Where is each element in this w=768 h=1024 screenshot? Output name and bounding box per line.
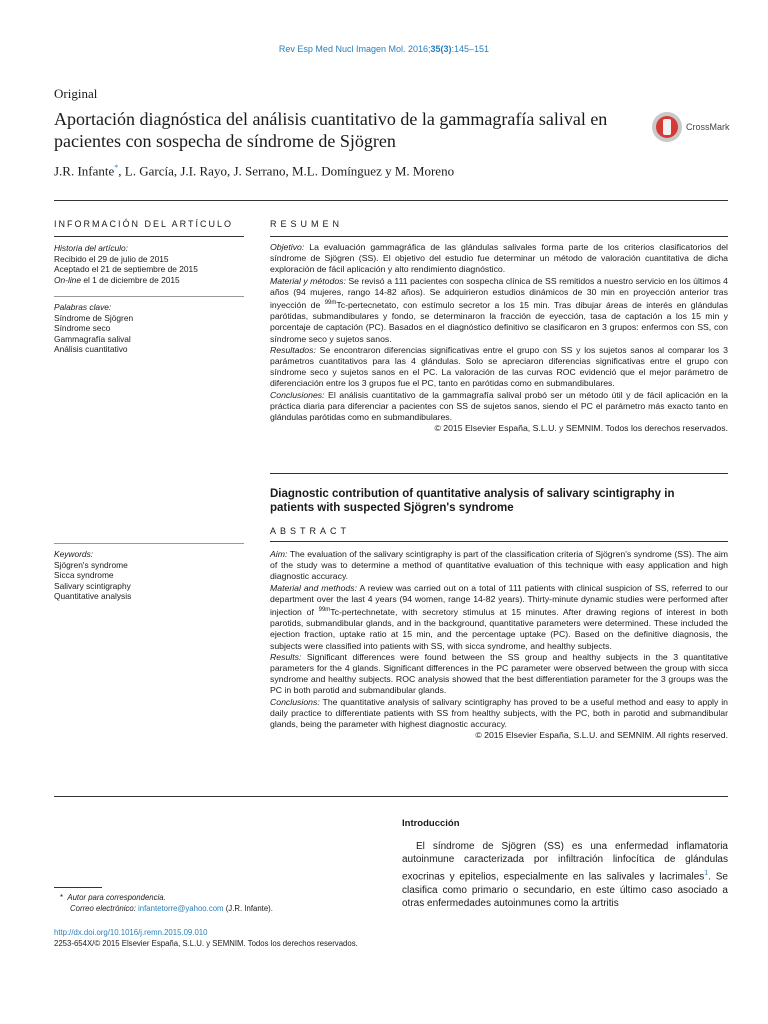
email-link[interactable]: infantetorre@yahoo.com xyxy=(138,904,224,913)
article-info-divider xyxy=(54,236,244,237)
material-text-b: Tc-pertecnetato, con estímulo secretor a los 15 min. Tras dibujar áreas de interés en glándulas parótidas, submandibulares y fondo, se determinaron la fracción de eyección, tasa de captación a los 15 min y porcentaje de captación (PC). Basados en el diagnóstico definitivo se clasificaron en 3 grupos: enfermos con SS, con síndrome seco y sujetos sanos. xyxy=(270,299,728,344)
email-suffix: (J.R. Infante). xyxy=(223,904,273,913)
footnote-email-line xyxy=(60,903,390,914)
conclusiones-label: Conclusiones: xyxy=(270,389,325,400)
journal-pages: :145–151 xyxy=(451,44,490,54)
resumen-conclusiones xyxy=(270,390,728,424)
keywords-es xyxy=(54,302,244,355)
other-authors: , L. García, J.I. Rayo, J. Serrano, M.L. Domínguez y M. Moreno xyxy=(118,163,455,179)
corresponding-author-marker[interactable]: * xyxy=(114,163,119,172)
isotope-superscript: 99m xyxy=(318,607,331,614)
keywords-en-label: Keywords: xyxy=(54,549,94,559)
article-title: Aportación diagnóstica del análisis cuantitativo de la gammagrafía salival en pacientes con sospecha de síndrome de Sjögren xyxy=(54,109,608,151)
online-label: On-line xyxy=(54,274,81,285)
abstract-body xyxy=(270,549,728,741)
history-online xyxy=(54,275,244,286)
english-divider xyxy=(270,473,728,474)
keyword-en: Sjögren's syndrome xyxy=(54,559,128,570)
online-date: el 1 de diciembre de 2015 xyxy=(81,274,180,285)
journal-prefix: Rev Esp Med Nucl Imagen Mol. 2016; xyxy=(278,44,431,54)
footnote-marker: * xyxy=(60,893,64,902)
keyword-en: Quantitative analysis xyxy=(54,591,132,602)
resumen-material xyxy=(270,276,728,345)
keywords-divider xyxy=(54,543,244,544)
keyword-es: Análisis cuantitativo xyxy=(54,344,128,355)
crossmark-icon xyxy=(652,112,682,142)
footnote-divider xyxy=(54,887,102,888)
abstract-results xyxy=(270,652,728,697)
footnote-line xyxy=(60,892,390,903)
resumen-resultados xyxy=(270,345,728,390)
keyword-en: Sicca syndrome xyxy=(54,570,114,581)
reference-link[interactable]: 1 xyxy=(704,869,709,877)
intro-text-a: El síndrome de Sjögren (SS) es una enfermedad inflamatoria autoinmune caracterizada por infiltración linfocítica de glándulas exocrinas y epitelios, especialmente en las salivales y lacrimales xyxy=(402,841,728,883)
abstract-aim xyxy=(270,549,728,583)
abstract-heading: ABSTRACT xyxy=(270,526,351,536)
methods-text-b: Tc-pertechnetate, with secretory stimulus at 15 minutes. After drawing regions of interest in both parotids, submandibular glands, and in the background, quantitative parameters were determined. These included the ejection fraction, uptake ratio at 15 min, and the percentage uptake (PC). Based on the definitive diagnosis, the subjects were classified into patients with SS, with sicca syndrome, and healthy subjects. xyxy=(270,606,728,651)
abstract-copyright: © 2015 Elsevier España, S.L.U. and SEMNIM. All rights reserved. xyxy=(475,730,728,741)
methods-text-a: A review was carried out on a total of 111 patients with clinical suspicion of SS, referred to our department over the last 4 years (94 women, range 14-82 years). Thirty-minute dynamic studies were performed after injection of xyxy=(270,582,728,617)
results-label: Results: xyxy=(270,651,302,662)
footnote-label: Autor para correspondencia. xyxy=(67,893,166,902)
objetivo-text: La evaluación gammagráfica de las glándulas salivales forma parte de los criterios clasificatorios del síndrome de Sjögren (SS). El objetivo del estudio fue determinar un método de valoración cuantitativa de dicha exploración de fácil aplicación y alto rendimiento diagnóstico. xyxy=(270,242,728,275)
resumen-objetivo xyxy=(270,242,728,276)
email-label: Correo electrónico: xyxy=(70,904,136,913)
resumen-body xyxy=(270,242,728,434)
article-info-heading: INFORMACIÓN DEL ARTÍCULO xyxy=(54,219,234,229)
journal-citation[interactable] xyxy=(0,44,768,54)
aim-label: Aim: xyxy=(270,549,288,559)
resultados-text: Se encontraron diferencias significativas entre el grupo con SS y los sujetos sanos al comparar los 3 parámetros cuantitativos para las 4 glándulas. Solo se apreciaron diferencias significativas entre el grupo con síndrome seco y sujetos sanos en el PC. La valoración de las curvas ROC evidenció que el mejor parámetro de diferenciación entre los 3 grupos fue el PC, tanto en parótidas como en submandibulares. xyxy=(270,344,728,389)
keyword-es: Síndrome de Sjögren xyxy=(54,312,134,323)
history-label: Historia del artículo: xyxy=(54,243,129,253)
intro-heading: Introducción xyxy=(402,818,460,829)
history-received: Recibido el 29 de julio de 2015 xyxy=(54,253,169,264)
conclusions-label: Conclusions: xyxy=(270,696,320,707)
section-type: Original xyxy=(54,86,98,101)
material-label: Material y métodos: xyxy=(270,275,346,286)
footnote xyxy=(60,892,390,914)
crossmark-badge[interactable] xyxy=(652,110,734,144)
abstract-methods xyxy=(270,583,728,652)
methods-label: Material and methods: xyxy=(270,582,358,593)
crossmark-label: CrossMark xyxy=(686,122,730,132)
resultados-label: Resultados: xyxy=(270,344,316,355)
material-text-a: Se revisó a 111 pacientes con sospecha clínica de SS remitidos a nuestro servicio en los últimos 4 años (94 mujeres, rango 14-82 años). Se adquirieron estudios dinámicos de 30 min en proyección anterior tras inyección de xyxy=(270,275,728,310)
corresponding-author: J.R. Infante xyxy=(54,163,115,179)
journal-volume: 35(3) xyxy=(430,44,452,54)
results-text: Significant differences were found between the SS group and healthy subjects in the 3 quantitative parameters for the 4 glands. Significant differences in the PC parameter were observed between the group with sicca syndrome and healthy subjects. ROC analysis showed that the best differentiation parameter for the 3 groups was the PC in both parotid and submandibular glands. xyxy=(270,651,728,696)
keyword-es: Gammagrafía salival xyxy=(54,333,131,344)
body-divider xyxy=(54,796,728,797)
aim-text: The evaluation of the salivary scintigraphy is part of the classification criteria of Sjögren's syndrome (SS). The aim of the study was to determine a method of quantitative evaluation of this technique with easy application and high diagnostic accuracy. xyxy=(270,549,728,582)
issn-copyright: 2253-654X/© 2015 Elsevier España, S.L.U. y SEMNIM. Todos los derechos reservados. xyxy=(54,939,358,948)
intro-text-b: . Se clasifica como primario o secundario, en este último caso asociado a otras enfermedades autoinmunes como la artritis xyxy=(402,871,728,909)
history-divider xyxy=(54,296,244,297)
intro-paragraph xyxy=(402,840,728,910)
objetivo-label: Objetivo: xyxy=(270,242,305,252)
resumen-heading: RESUMEN xyxy=(270,219,344,229)
keywords-es-label: Palabras clave: xyxy=(54,302,112,312)
header-divider xyxy=(54,200,728,201)
abstract-divider xyxy=(270,541,728,542)
keywords-en xyxy=(54,549,244,602)
history-accepted: Aceptado el 21 de septiembre de 2015 xyxy=(54,264,198,275)
conclusions-text: The quantitative analysis of salivary scintigraphy has proved to be a useful method and easy to apply in daily practice to differentiate patients with SS from healthy subjects, with the PC, both in parotid and submandibular glands, being the parameter with highest diagnostic accuracy. xyxy=(270,696,728,729)
doi-link[interactable]: http://dx.doi.org/10.1016/j.remn.2015.09.010 xyxy=(54,928,208,937)
english-title: Diagnostic contribution of quantitative analysis of salivary scintigraphy in patients with suspected Sjögren's syndrome xyxy=(270,488,675,514)
article-history xyxy=(54,243,244,285)
conclusiones-text: El análisis cuantitativo de la gammagrafía salival probó ser un método útil y de fácil aplicación en la práctica diaria para diferenciar a pacientes con SS de sujetos sanos, siendo el PC el parámetro más exacto tanto en glándulas parótidas como en submandibulares. xyxy=(270,389,728,422)
keyword-en: Salivary scintigraphy xyxy=(54,580,131,591)
resumen-copyright: © 2015 Elsevier España, S.L.U. y SEMNIM. Todos los derechos reservados. xyxy=(434,423,728,434)
abstract-conclusions xyxy=(270,697,728,731)
author-list xyxy=(54,163,454,179)
keyword-es: Síndrome seco xyxy=(54,323,111,334)
isotope-superscript: 99m xyxy=(324,300,337,307)
resumen-divider xyxy=(270,236,728,237)
